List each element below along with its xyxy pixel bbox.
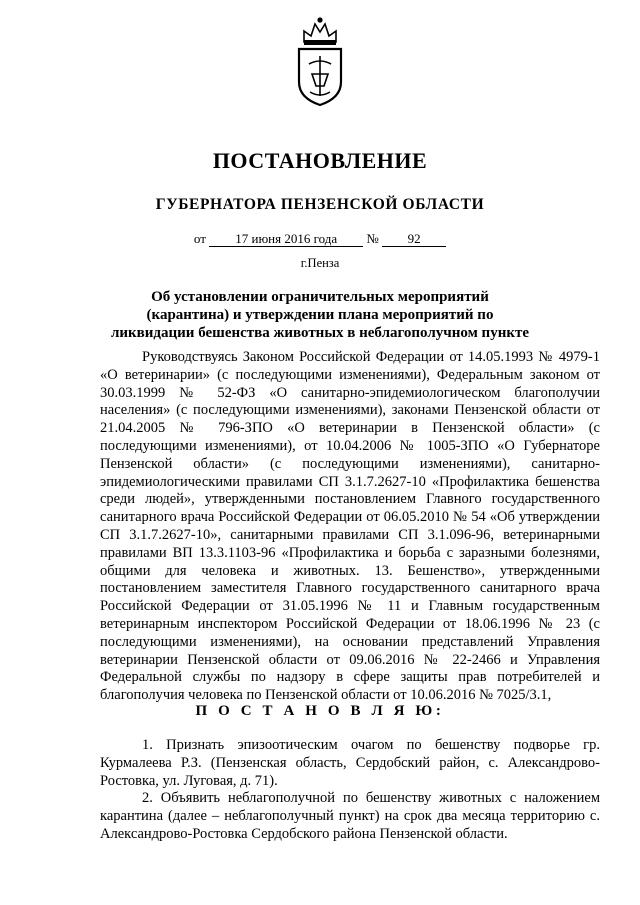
document-preamble [100,349,600,705]
preamble-paragraph: Руководствуясь Законом Российской Федерации от 14.05.1993 № 4979-1 «О ветеринарии» (с последующими изменениями), Федеральным законом от 30.03.1999 № 52-ФЗ «О санитарно-эпидемиологическом благополучии населения» (с последующими изменениями), законами Пензенской области от 21.04.2005 № 796-ЗПО «О ветеринарии в Пензенской области» (с последующими изменениями), от 10.04.2006 № 1005-ЗПО «О Губернаторе Пензенской области» (с последующими изменениями), санитарно-эпидемиологическими правилами СП 3.1.7.2627-10 «Профилактика бешенства среди людей», утвержденными постановлением Главного государственного санитарного врача Российской Федерации от 06.05.2010 № 54 «Об утверждении СП 3.1.7.2627-10», санитарными правилами СП 3.1.096-96, ветеринарными правилами ВП 13.3.1103-96 «Профилактика и борьба с заразными болезнями, общими для человека и животных. 13. Бешенство», утвержденными постановлением заместителя Главного государственного санитарного врача Российской Федерации от 31.05.1996 № 11 и Главным государственным ветеринарным инспектором Российской Федерации от 18.06.1996 № 23 (с последующими изменениями), на основании представлений Управления ветеринарии Пензенской области от 09.06.2016 № 22-2466 и Управления Федеральной службы по надзору в сфере защиты прав потребителей и благополучия человека по Пензенской области от 10.06.2016 № 7025/3.1, [100,349,600,704]
document-subtitle: ГУБЕРНАТОРА ПЕНЗЕНСКОЙ ОБЛАСТИ [155,196,485,213]
decree-item: 1. Признать эпизоотическим очагом по бешенству подворье гр. Курмалеева Р.З. (Пензенская область, Сердобский район, с. Александрово-Ростовка, ул. Луговая, д. 71). [100,737,600,789]
document-city: г.Пенза [300,256,340,270]
document-heading: Об установлении ограничительных мероприятий (карантина) и утверждении плана мероприятий по ликвидации бешенства животных в неблагополучном пункте [110,289,530,341]
decree-item: 2. Объявить неблагополучной по бешенству животных с наложением карантина (далее – неблагополучный пункт) на срок два месяца территорию с. Александрово-Ростовка Сердобского района Пензенской области. [100,790,600,842]
document-number: 92 [382,231,446,247]
number-prefix: № [366,231,379,246]
date-line [0,231,640,247]
document-date: 17 июня 2016 года [209,231,363,247]
decree-items [100,737,600,844]
decree-heading: П О С Т А Н О В Л Я Ю: [195,703,445,719]
penza-coat-of-arms-icon [293,12,347,108]
date-prefix: от [193,231,206,246]
document-title: ПОСТАНОВЛЕНИЕ [212,148,428,173]
